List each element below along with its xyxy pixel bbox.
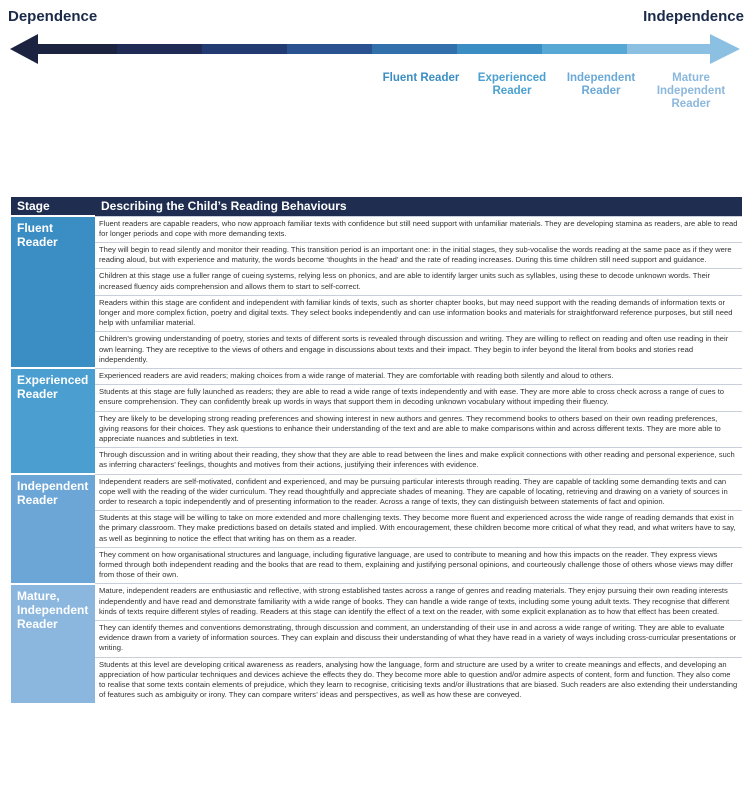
description-paragraph: Experienced readers are avid readers; making choices from a wide range of material. They are comfortable with reading both silently and aloud to others. xyxy=(95,369,742,385)
continuum-arrow xyxy=(10,32,740,66)
stage-cell: Experienced Reader xyxy=(11,368,95,474)
arrow-segment xyxy=(202,44,288,54)
description-paragraph: They will begin to read silently and monitor their reading. This transition period is an important one: in the initial stages, they sub-vocalise the words reading at the same pace as if they were reading aloud, but with experience and maturity, the words become ‘thoughts in the head’ and the rate of reading increases. During this time children still need support and guidance. xyxy=(95,243,742,269)
stage-cell: Independent Reader xyxy=(11,474,95,584)
table-row xyxy=(11,216,742,368)
description-cell xyxy=(95,474,742,584)
dependence-label: Dependence xyxy=(8,8,98,25)
arrow-label-experienced: Experienced Reader xyxy=(477,72,547,97)
description-cell xyxy=(95,368,742,474)
arrow-segment xyxy=(287,44,373,54)
description-paragraph: Students at this level are developing critical awareness as readers, analysing how the language, form and structure are used by a writer to create meanings and effects, and developing an appreciation of how particular techniques and devices achieve the effects they do. They become more able to question and/or admire aspects of content, form and function. They also come to realise that some texts contain elements of prejudice, which they learn to recognise, criticising texts and/or illustrations that are biased. Such readers are also extending their understanding of features such as ambiguity or irony. They can compare writers’ ideas and perspectives, as well as how these are conveyed. xyxy=(99,659,738,700)
arrow-label-fluent: Fluent Reader xyxy=(382,72,460,84)
description-paragraph: Mature, independent readers are enthusiastic and reflective, with strong established tastes across a range of genres and reading materials. They enjoy pursuing their own reading interests independently and have read and demonstrate familiarity with a wide range of books. They can handle a wide range of texts, including some young adult texts. They recognise that different kinds of texts require different styles of reading. Readers at this stage can identify the effect of a text on the reader, with some explicit explanation as to how that effect has been created. xyxy=(95,584,742,621)
independence-label: Independence xyxy=(643,8,744,25)
stage-cell: Mature, Independent Reader xyxy=(11,584,95,704)
reading-stages-table xyxy=(11,197,742,703)
arrow-segment xyxy=(542,44,628,54)
stage-column-header: Stage xyxy=(11,197,95,216)
table-row xyxy=(11,474,742,584)
description-paragraph: Children’s growing understanding of poetry, stories and texts of different sorts is revealed through discussion and writing. They are willing to reflect on reading and often use reading in their own learning. They are receptive to the views of others and engage in discussions about texts and their impact. They begin to infer beyond the literal from books and stories read independently. xyxy=(99,334,729,364)
description-paragraph: Children at this stage use a fuller range of cueing systems, relying less on phonics, and are able to identify larger units such as syllables, using these to decode unknown words. Their increased fluency aids comprehension and allows them to start to self-correct. xyxy=(95,269,742,295)
description-paragraph: Through discussion and in writing about their reading, they show that they are able to read between the lines and make explicit connections with other reading and personal experience, such as inferring characters’ feelings, thoughts and motives from their actions, justifying their inferences with evidence. xyxy=(99,450,735,470)
arrow-segment xyxy=(372,44,458,54)
arrow-segment xyxy=(627,44,713,54)
arrow-segment xyxy=(457,44,543,54)
description-cell xyxy=(95,584,742,704)
description-paragraph: They can identify themes and conventions demonstrating, through discussion and comment, an understanding of their use in and across a wide range of writing. They are able to evaluate evidence drawn from a variety of information sources. They can explain and discuss their understanding of what they have read in a variety of ways including cross-curricular presentations or writing. xyxy=(95,621,742,658)
table-row xyxy=(11,584,742,704)
description-cell xyxy=(95,216,742,368)
description-paragraph: They are likely to be developing strong reading preferences and showing interest in new authors and genres. They recommend books to others based on their own reading preferences, giving reasons for their choices. They ask questions to enhance their understanding of the text and are able to make comparisons within and across different texts. They are more able to appreciate nuances and subtleties in text. xyxy=(95,412,742,449)
description-paragraph: Readers within this stage are confident and independent with familiar kinds of texts, such as shorter chapter books, but may need support with the reading demands of information texts or longer and more complex fiction, poetry and digital texts. They select books independently and can use information books and materials for straightforward reference purposes, but still need help with unfamiliar material. xyxy=(95,296,742,333)
description-paragraph: Students at this stage are fully launched as readers; they are able to read a wide range of texts independently and with ease. They are more able to cross check across a range of cues to ensure comprehension. They can confidently break up words in ways that support them in decoding unknown vocabulary without impeding their fluency. xyxy=(95,385,742,411)
description-paragraph: Students at this stage will be willing to take on more extended and more challenging texts. They become more fluent and experienced across the wide range of reading demands that exist in the primary classroom. They make predictions based on details stated and implied. With encouragement, these children become more critical of what they read, and what writers have to say, as well as beginning to notice the effect that writing has on them as a reader. xyxy=(95,511,742,548)
table-header-row xyxy=(11,197,742,216)
description-column-header: Describing the Child’s Reading Behaviours xyxy=(95,197,742,216)
arrow-label-mature: Mature Independent Reader xyxy=(656,72,726,110)
arrow-label-independent: Independent Reader xyxy=(566,72,636,97)
description-paragraph: They comment on how organisational structures and language, including figurative language, are used to contribute to meaning and how this impacts on the reader. They express views formed through both independent reading and the books that are read to them, explaining and justifying personal opinions, and courteously challenge those of others whose views may differ from those of their own. xyxy=(99,549,733,580)
description-paragraph: Independent readers are self-motivated, confident and experienced, and may be pursuing particular interests through reading. They are capable of tackling some demanding texts and can cope well with the reading of the wider curriculum. They read thoughtfully and appreciate shades of meaning. They are capable of locating, retrieving and drawing on a variety of sources in order to research a topic independently and of presenting information to the reader. Across a range of texts, they can distinguish between statements of fact and opinion. xyxy=(95,475,742,512)
description-paragraph: Fluent readers are capable readers, who now approach familiar texts with confidence but still need support with unfamiliar materials. They are developing stamina as readers, are able to read for longer periods and cope with more demanding texts. xyxy=(95,217,742,243)
arrow-segment xyxy=(117,44,203,54)
arrow-head-right xyxy=(710,34,740,64)
arrow-segment xyxy=(32,44,118,54)
table-row xyxy=(11,368,742,474)
stage-cell: Fluent Reader xyxy=(11,216,95,368)
